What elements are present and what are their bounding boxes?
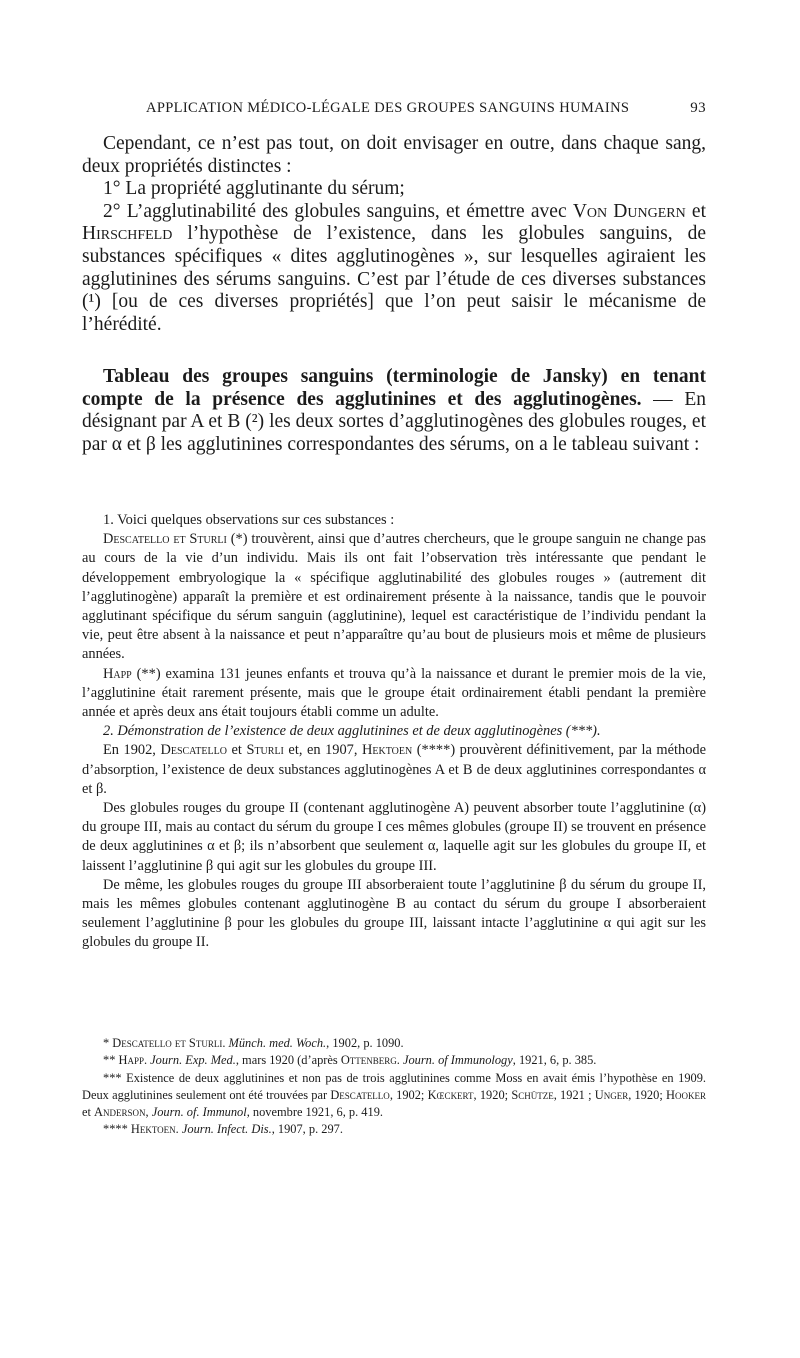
footnote-2: ** Happ. Journ. Exp. Med., mars 1920 (d’après Ottenberg. Journ. of Immunology, 1921, 6, p. 385. <box>103 1053 597 1068</box>
note-2-title: 2. Démonstration de l’existence de deux agglutinines et de deux agglutinogènes (***). <box>103 723 601 740</box>
author-name: Hirschfeld <box>82 223 173 245</box>
main-text <box>82 133 706 336</box>
note-2-para-a: En 1902, Descatello et Sturli et, en 1907, Hektoen (****) prouvèrent définitivement, par la méthode d’absorption, l’existence de deux substances agglutinogènes A et B de deux agglutinines correspondantes α et β. <box>82 742 706 797</box>
author-name: Descatello et Sturli <box>103 531 227 548</box>
page-number: 93 <box>690 100 706 116</box>
notes-section <box>82 511 706 953</box>
running-title: APPLICATION MÉDICO-LÉGALE DES GROUPES SANGUINS HUMAINS <box>146 100 630 116</box>
table-intro <box>82 366 706 456</box>
paragraph-1: Cependant, ce n’est pas tout, on doit envisager en outre, dans chaque sang, deux propriétés distinctes : <box>82 133 706 177</box>
footnote-4: **** Hektoen. Journ. Infect. Dis., 1907, p. 297. <box>103 1122 343 1137</box>
author-name: Von Dungern <box>572 200 686 222</box>
note-1-para-b: Happ (**) examina 131 jeunes enfants et trouva qu’à la naissance et durant le premier mois de la vie, l’agglutinine était rarement présente, mais que le groupe était ordinairement établi pendant la première année et après deux ans était toujours établi comme un adulte. <box>82 665 706 721</box>
paragraph-4: Tableau des groupes sanguins (terminologie de Jansky) en tenant compte de la présence des agglutinines et des agglutinogènes. — En désignant par A et B (²) les deux sortes d’agglutinogènes des globules rouges, et par α et β les agglutinines correspondantes des sérums, on a le tableau suivant : <box>82 366 706 455</box>
paragraph-2: 1° La propriété agglutinante du sérum; <box>103 178 405 200</box>
author-name: Happ <box>103 665 132 682</box>
note-2-para-c: De même, les globules rouges du groupe III absorberaient toute l’agglutinine β du sérum du groupe II, mais les mêmes globules contenant agglutinogène B au contact du sérum du groupe I absorberaient seulement l’agglutinine β pour les globules du groupe III, laissant intacte l’agglutinine α qui agit sur les globules du groupe II. <box>82 876 706 951</box>
footnote-3: *** Existence de deux agglutinines et non pas de trois agglutinines comme Moss en avait émis l’hypothèse en 1909. Deux agglutinines seulement ont été trouvées par Descatello, 1902; Kœckert, 1920; Schütze, 1921 ; Unger, 1920; Hooker et Anderson, Journ. of. Immunol, novembre 1921, 6, p. 419. <box>82 1070 706 1120</box>
footnotes <box>82 1035 706 1139</box>
paragraph-3: 2° L’agglutinabilité des globules sanguins, et émettre avec Von Dungern et Hirschfeld l’hypothèse de l’existence, dans les globules sanguins, de substances spécifiques « dites agglutinogènes », sur lesquelles agiraient les agglutinines des sérums sanguins. C’est par l’étude de ces diverses substances (¹) [ou de ces diverses propriétés] que l’on peut saisir le mécanisme de l’hérédité. <box>82 200 707 335</box>
note-1-title: 1. Voici quelques observations sur ces substances : <box>103 512 395 528</box>
note-1-para-a: Descatello et Sturli (*) trouvèrent, ainsi que d’autres chercheurs, que le groupe sanguin ne change pas au cours de la vie d’un individu. Mais ils ont fait l’observation très intéressante que pendant le développement embryologique la « spécifique agglutinabilité des globules rouges » (autrement dit l’agglutinogène) apparaît la première et est ordinairement présente à la naissance, tandis que le pouvoir agglutinant spécifique du sérum sanguin (agglutinine), lequel est caractéristique de l’individu pendant la vie, peut être absent à la naissance et peut n’apparaître qu’au bout de plusieurs mois et même de plusieurs années. <box>82 531 706 663</box>
footnote-1: * Descatello et Sturli. Münch. med. Woch., 1902, p. 1090. <box>103 1036 404 1050</box>
note-2-para-b: Des globules rouges du groupe II (contenant agglutinogène A) peuvent absorber toute l’agglutinine (α) du groupe III, mais au contact du sérum du groupe I ces mêmes globules (groupe II) se trouvent en présence de deux agglutinines α et β; ils n’absorbent que seulement α, laquelle agit sur les globules du groupe II, et laissent l’agglutinine β qui agit sur les globules du groupe III. <box>82 800 706 874</box>
section-heading: Tableau des groupes sanguins (terminologie de Jansky) en tenant compte de la présence des agglutinines et des agglutinogènes. <box>82 366 706 410</box>
